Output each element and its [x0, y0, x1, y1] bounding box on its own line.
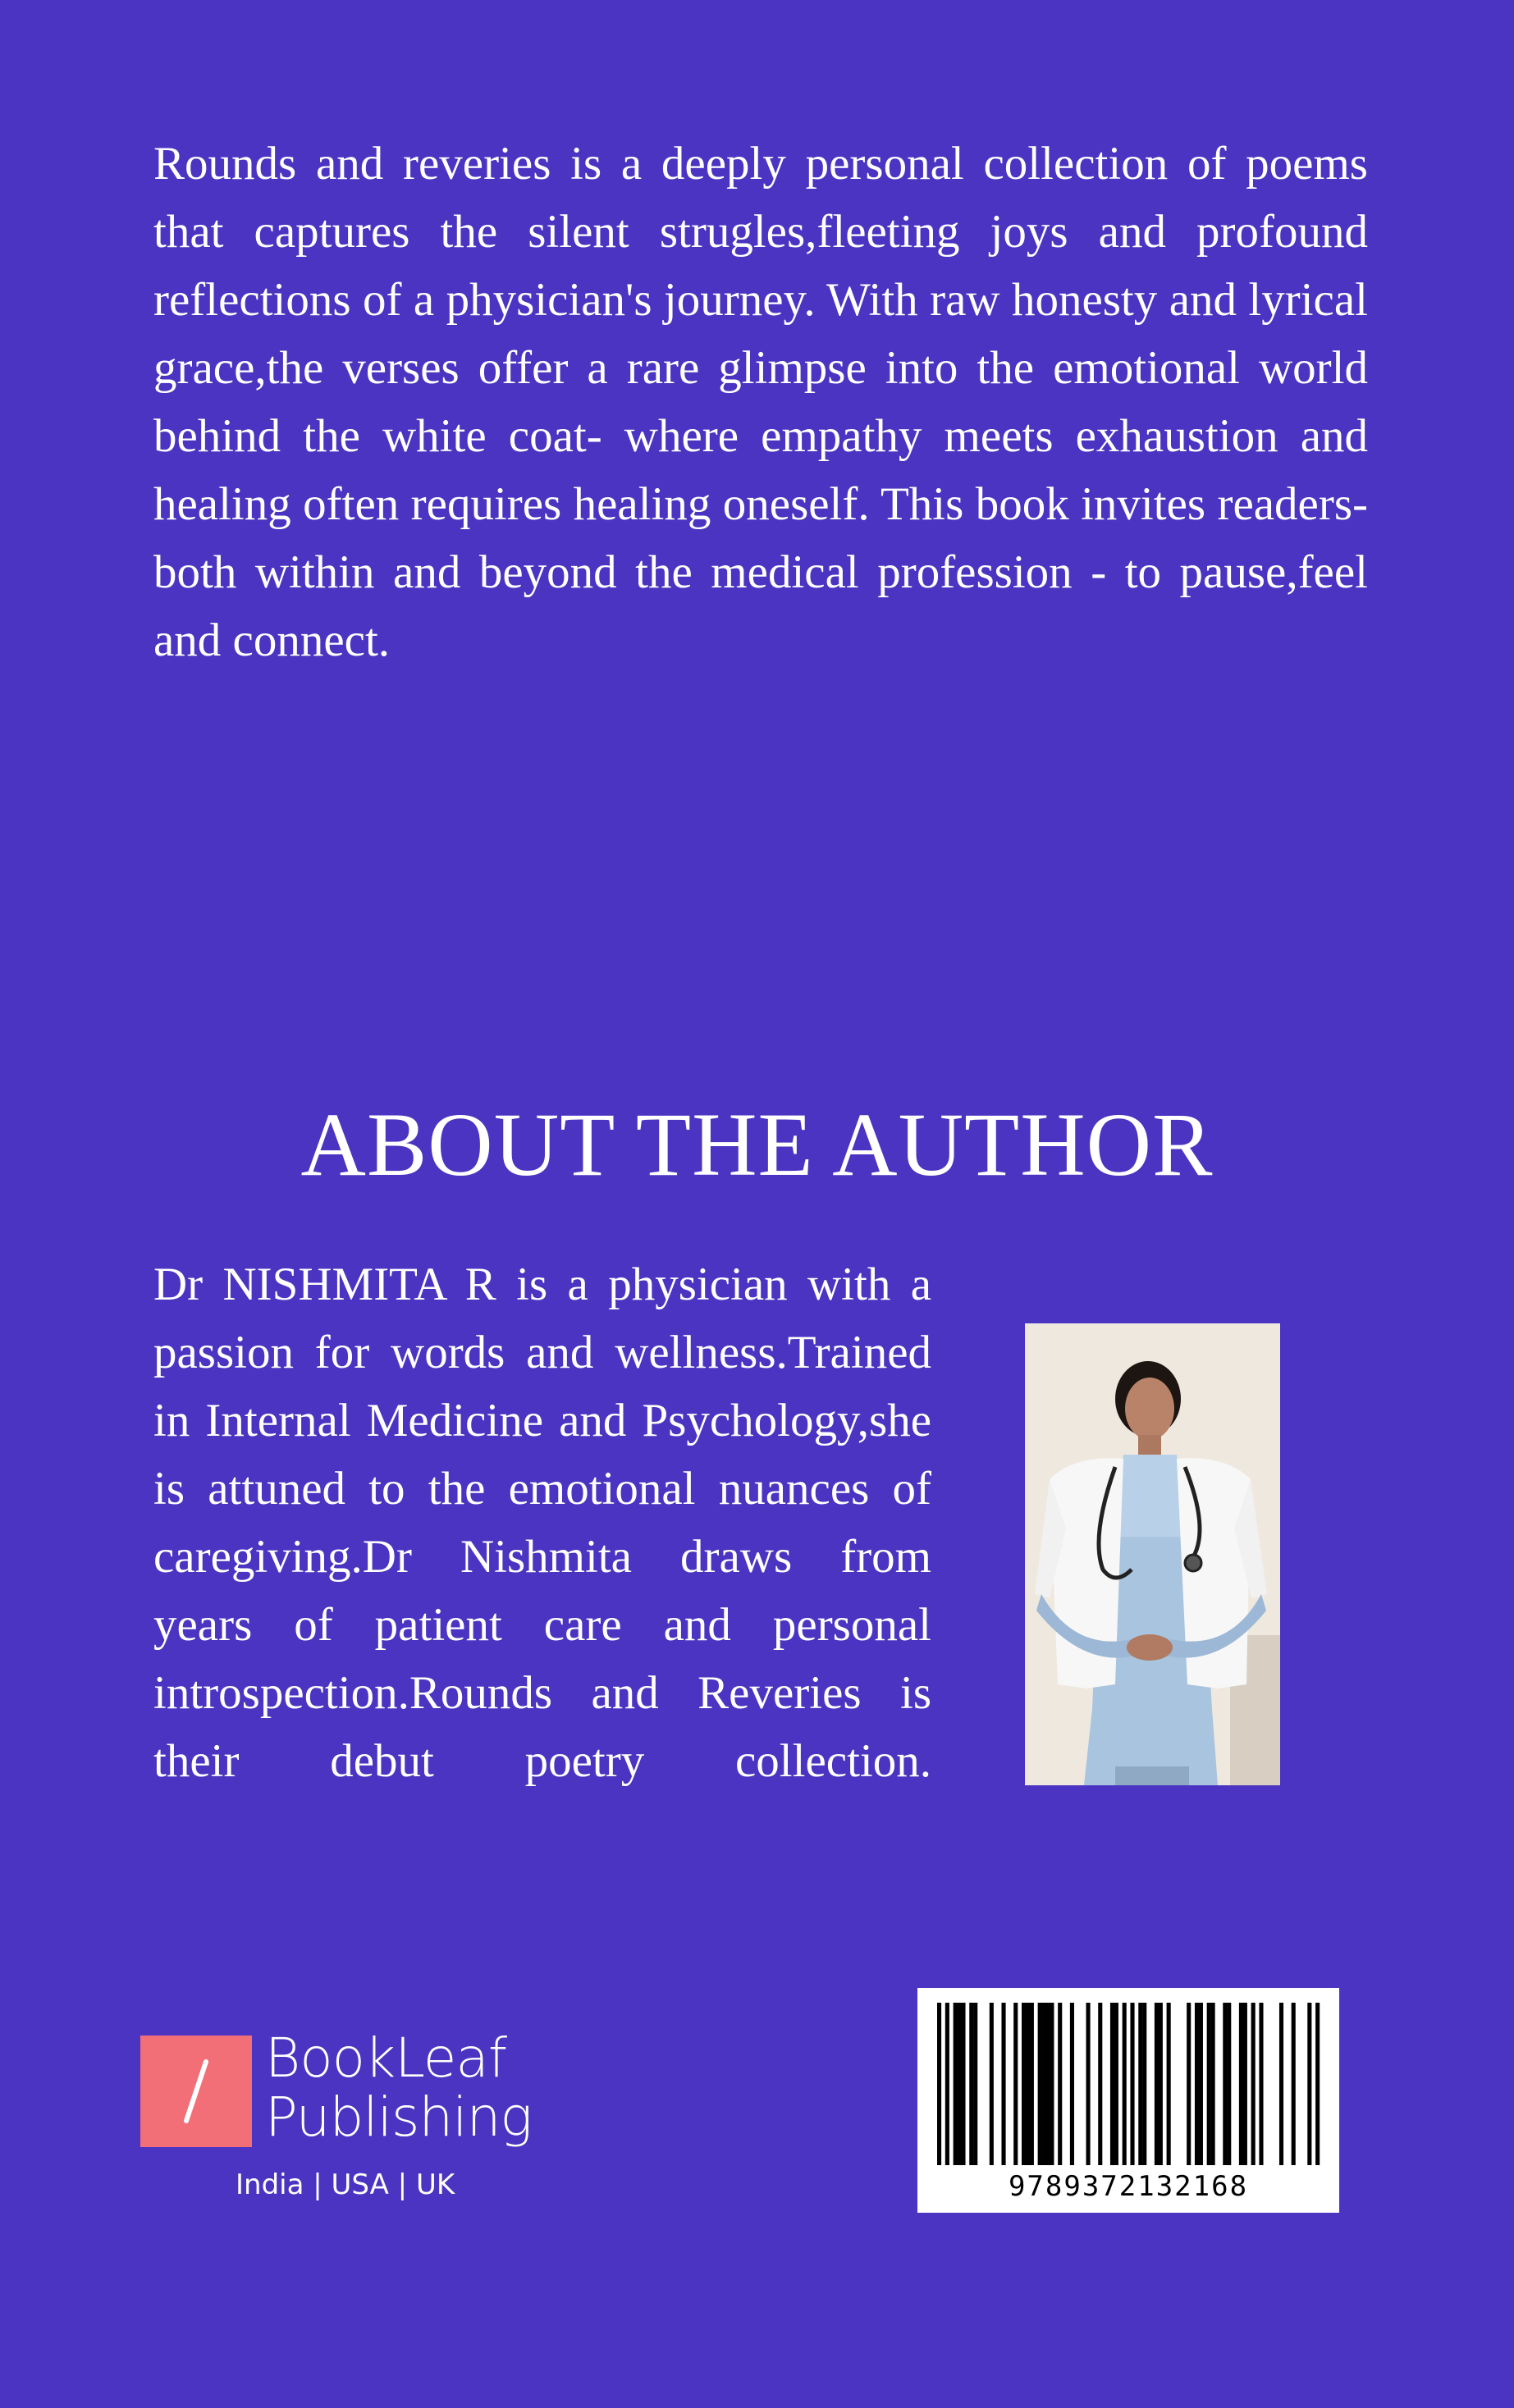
barcode-bar	[1211, 2003, 1215, 2165]
barcode-bar	[1195, 2003, 1199, 2165]
barcode-bar	[1114, 2003, 1118, 2165]
barcode-bar	[1199, 2003, 1203, 2165]
barcode-bar	[954, 2003, 958, 2165]
isbn-barcode	[917, 1988, 1339, 2213]
barcode-bar	[1292, 2003, 1296, 2165]
barcode-bar	[1159, 2003, 1163, 2165]
barcode-bar	[1070, 2003, 1074, 2165]
book-blurb: Rounds and reveries is a deeply personal collection of poems that captures the silent strugles,fleeting joys and profound reflections of a physician's journey. With raw honesty and lyrical grace,the verses offer a rare glimpse into the emotional world behind the white coat- where empathy meets exhaustion and healing often requires healing oneself. This book invites readers- both within and beyond the medical profession - to pause,feel and connect.	[153, 138, 1368, 666]
barcode-bar	[1030, 2003, 1034, 2165]
author-photo	[1025, 1323, 1280, 1785]
about-author-heading: ABOUT THE AUTHOR	[300, 1094, 1214, 1195]
barcode-bar	[1307, 2003, 1311, 2165]
barcode-bar	[1223, 2003, 1227, 2165]
barcode-bar	[1155, 2003, 1159, 2165]
barcode-bar	[1259, 2003, 1263, 2165]
publisher-locations: India | USA | UK	[236, 2168, 455, 2201]
barcode-bar	[1050, 2003, 1054, 2165]
barcode-bar	[1187, 2003, 1191, 2165]
barcode-bar	[1110, 2003, 1114, 2165]
barcode-bar	[1123, 2003, 1127, 2165]
barcode-bar	[961, 2003, 965, 2165]
barcode-bar	[1251, 2003, 1256, 2165]
barcode-bar	[1227, 2003, 1231, 2165]
barcode-bar	[1026, 2003, 1030, 2165]
barcode-bar	[958, 2003, 962, 2165]
barcode-bar	[1013, 2003, 1018, 2165]
barcode-bar	[1042, 2003, 1046, 2165]
barcode-bar	[1167, 2003, 1171, 2165]
barcode-bar	[1138, 2003, 1142, 2165]
barcode-bar	[1098, 2003, 1102, 2165]
barcode-bar	[1207, 2003, 1211, 2165]
barcode-bar	[1243, 2003, 1247, 2165]
barcode-bar	[1038, 2003, 1042, 2165]
publisher-logo-mark	[140, 2036, 252, 2147]
barcode-bar	[1086, 2003, 1090, 2165]
isbn-number: 9789372132168	[1008, 2170, 1249, 2203]
author-bio: Dr NISHMITA R is a physician with a passion for words and wellness.Trained in Internal Medicine and Psychology,she is attuned to the emotional nuances of caregiving.Dr Nishmita draws from years of patient care and personal introspection.Rounds and Reveries is their debut poetry collection.	[153, 1259, 931, 1787]
barcode-bar	[1022, 2003, 1026, 2165]
barcode-bar	[1001, 2003, 1005, 2165]
barcode-bar	[969, 2003, 973, 2165]
publisher-logo	[140, 2026, 551, 2208]
barcode-bar	[1315, 2003, 1320, 2165]
barcode-bar	[1130, 2003, 1134, 2165]
barcode-bar	[937, 2003, 941, 2165]
barcode-bar	[1058, 2003, 1062, 2165]
slash-icon	[173, 2057, 219, 2126]
barcode-bar	[973, 2003, 977, 2165]
publisher-name: BookLeaf Publishing	[265, 2026, 533, 2149]
barcode-bar	[1239, 2003, 1243, 2165]
barcode-bar	[990, 2003, 994, 2165]
barcode-bar	[1279, 2003, 1283, 2165]
barcode-bar	[945, 2003, 949, 2165]
barcode-bar	[1142, 2003, 1146, 2165]
barcode-bar	[1045, 2003, 1050, 2165]
